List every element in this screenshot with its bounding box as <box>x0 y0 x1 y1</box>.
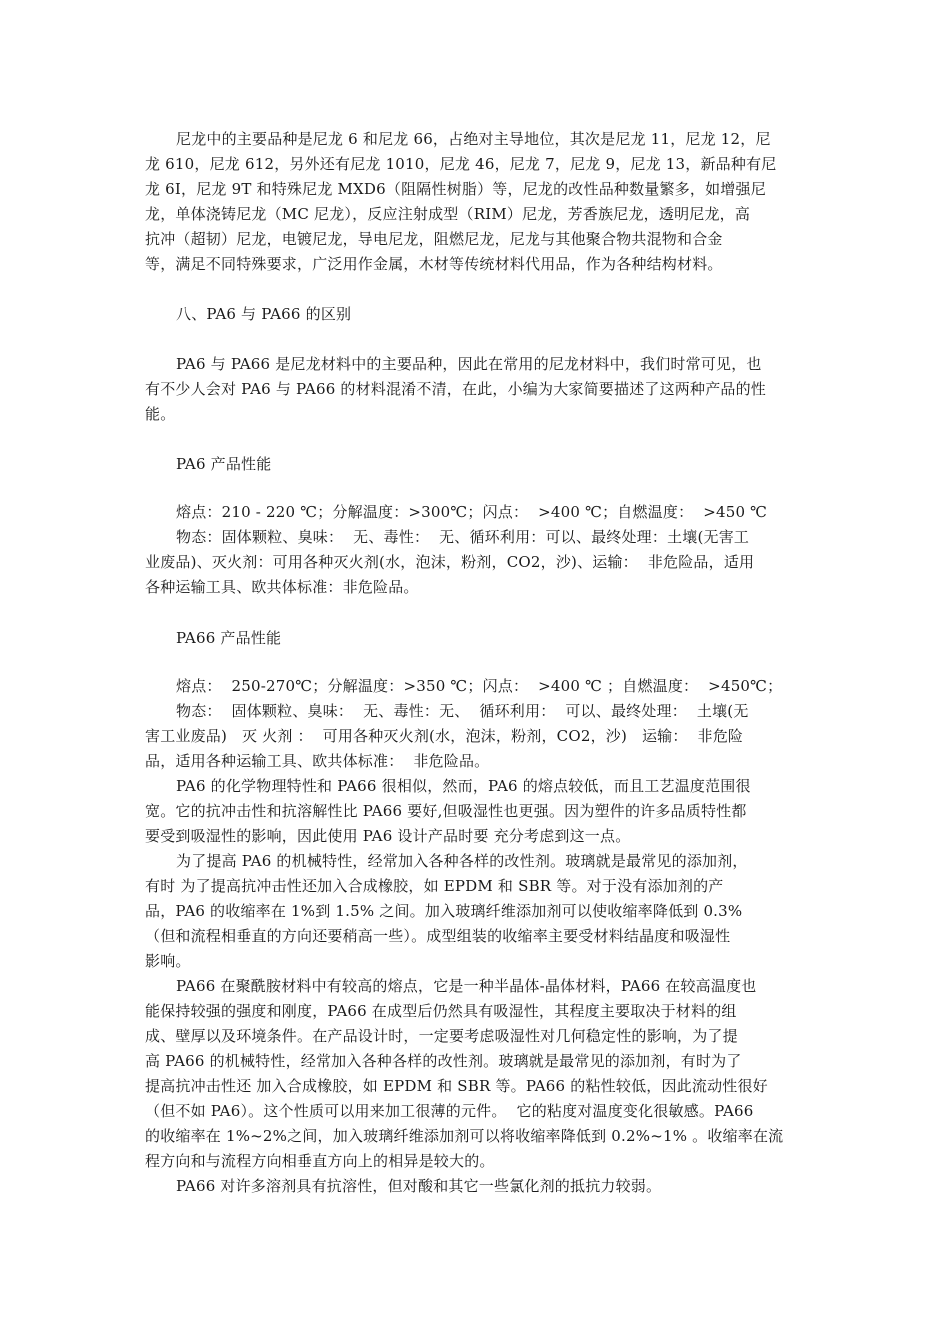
text-line: 品，适用各种运输工具、欧共体标准： 非危险品。 <box>145 752 490 770</box>
text-line: 成、壁厚以及环境条件。在产品设计时，一定要考虑吸湿性对几何稳定性的影响，为了提 <box>145 1027 738 1045</box>
text-line: （但不如 PA6）。这个性质可以用来加工很薄的元件。 它的粘度对温度变化很敏感。PA66 <box>145 1102 754 1120</box>
text-line: 有时 为了提高抗冲击性还加入合成橡胶，如 EPDM 和 SBR 等。对于没有添加剂的产 <box>145 877 724 895</box>
text-line: 提高抗冲击性还 加入合成橡胶，如 EPDM 和 SBR 等。PA66 的粘性较低，因此流动性很好 <box>145 1077 768 1095</box>
text-line: 程方向和与流程方向相垂直方向上的相异是较大的。 <box>145 1152 495 1170</box>
text-line: 抗冲（超韧）尼龙，电镀尼龙，导电尼龙，阻燃尼龙，尼龙与其他聚合物共混物和合金 <box>145 230 723 248</box>
text-line: 宽。它的抗冲击性和抗溶解性比 PA66 要好,但吸湿性也更强。因为塑件的许多品质特性都 <box>145 802 747 820</box>
text-line: PA6 与 PA66 是尼龙材料中的主要品种，因此在常用的尼龙材料中，我们时常可见，也 <box>176 355 762 373</box>
text-line: 龙 610，尼龙 612，另外还有尼龙 1010，尼龙 46，尼龙 7，尼龙 9，尼龙 13，新品种有尼 <box>145 155 777 173</box>
text-line: 业废品)、灭火剂：可用各种灭火剂(水，泡沫，粉剂，CO2，沙)、运输： 非危险品，适用 <box>145 553 755 571</box>
text-line: 的收缩率在 1%~2%之间，加入玻璃纤维添加剂可以将收缩率降低到 0.2%~1% 。收缩率在流 <box>145 1127 784 1145</box>
text-line: PA6 的化学物理特性和 PA66 很相似，然而，PA6 的熔点较低，而且工艺温度范围很 <box>176 777 751 795</box>
text-line: 能保持较强的强度和刚度，PA66 在成型后仍然具有吸湿性，其程度主要取决于材料的组 <box>145 1002 737 1020</box>
text-line: 物态：固体颗粒、臭味： 无、毒性： 无、循环利用：可以、最终处理：土壤(无害工 <box>176 528 750 546</box>
text-line: 害工业废品) 灭 火剂 ： 可用各种灭火剂(水，泡沫，粉剂，CO2，沙) 运输： 非危险 <box>145 727 744 745</box>
section-heading: 八、PA6 与 PA66 的区别 <box>176 305 352 323</box>
text-line: 高 PA66 的机械特性，经常加入各种各样的改性剂。玻璃就是最常见的添加剂，有时为了 <box>145 1052 742 1070</box>
text-line: 等，满足不同特殊要求，广泛用作金属，木材等传统材料代用品，作为各种结构材料。 <box>145 255 723 273</box>
text-line: 各种运输工具、欧共体标准：非危险品。 <box>145 578 419 596</box>
text-line: 为了提高 PA6 的机械特性，经常加入各种各样的改性剂。玻璃就是最常见的添加剂， <box>176 852 748 870</box>
text-line: （但和流程相垂直的方向还要稍高一些）。成型组装的收缩率主要受材料结晶度和吸湿性 <box>145 927 731 945</box>
text-line: 尼龙中的主要品种是尼龙 6 和尼龙 66，占绝对主导地位，其次是尼龙 11，尼龙 12，尼 <box>176 130 771 148</box>
text-line: 影响。 <box>145 952 191 970</box>
text-line: PA66 在聚酰胺材料中有较高的熔点，它是一种半晶体-晶体材料，PA66 在较高温度也 <box>176 977 757 995</box>
text-line: 品，PA6 的收缩率在 1%到 1.5% 之间。加入玻璃纤维添加剂可以使收缩率降低到 0.3% <box>145 902 743 920</box>
text-line: 龙 6I，尼龙 9T 和特殊尼龙 MXD6（阻隔性树脂）等，尼龙的改性品种数量繁多，如增强尼 <box>145 180 766 198</box>
text-line: 要受到吸湿性的影响，因此使用 PA6 设计产品时要 充分考虑到这一点。 <box>145 827 631 845</box>
text-line: 熔点： 250-270℃；分解温度：>350 ℃；闪点： >400 ℃ ；自燃温度： >450℃； <box>176 677 783 695</box>
text-line: 有不少人会对 PA6 与 PA66 的材料混淆不清，在此，小编为大家简要描述了这两种产品的性 <box>145 380 767 398</box>
text-line: PA66 对许多溶剂具有抗溶性，但对酸和其它一些氯化剂的抵抗力较弱。 <box>176 1177 662 1195</box>
subsection-heading: PA66 产品性能 <box>176 629 282 647</box>
subsection-heading: PA6 产品性能 <box>176 455 272 473</box>
text-line: 熔点：210 - 220 ℃；分解温度：>300℃；闪点： >400 ℃；自燃温度： >450 ℃ <box>176 503 768 521</box>
text-line: 物态： 固体颗粒、臭味： 无、毒性：无、 循环利用： 可以、最终处理： 土壤(无 <box>176 702 749 720</box>
text-line: 龙，单体浇铸尼龙（MC 尼龙），反应注射成型（RIM）尼龙，芳香族尼龙，透明尼龙，高 <box>145 205 751 223</box>
text-line: 能。 <box>145 405 176 423</box>
